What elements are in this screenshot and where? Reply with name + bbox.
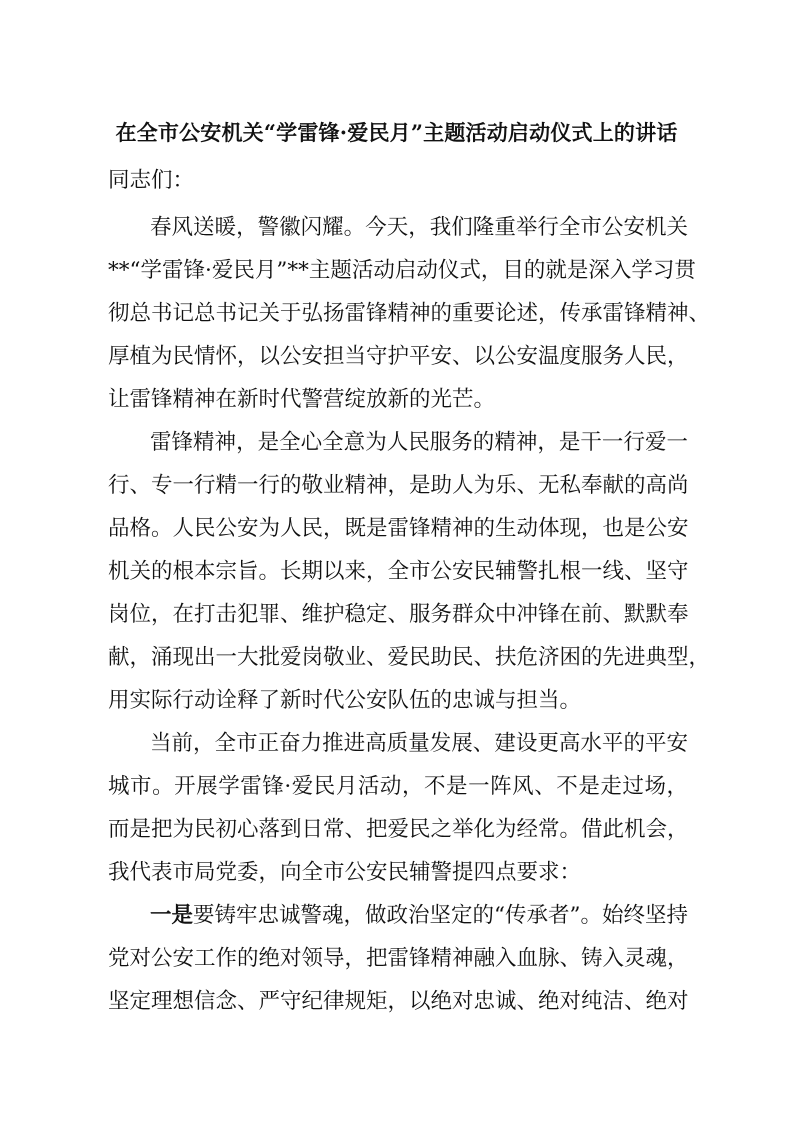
paragraph-1-line-5: 让雷锋精神在新时代警营绽放新的光芒。 <box>108 387 496 412</box>
paragraph-2-line-4: 机关的根本宗旨。长期以来，全市公安民辅警扎根一线、坚守 <box>108 559 689 584</box>
paragraph-4-line-1-text: 要铸牢忠诚警魂，做政治坚定的“传承者”。始终坚持 <box>193 903 689 928</box>
paragraph-4-line-3: 坚定理想信念、严守纪律规矩，以绝对忠诚、绝对纯洁、绝对 <box>108 989 689 1014</box>
paragraph-1-line-1: 春风送暖，警徽闪耀。今天，我们隆重举行全市公安机关 <box>150 215 688 240</box>
paragraph-3-line-2: 城市。开展学雷锋·爱民月活动，不是一阵风、不是走过场， <box>108 774 688 799</box>
paragraph-2-line-1: 雷锋精神，是全心全意为人民服务的精神，是干一行爱一 <box>150 430 688 455</box>
paragraph-4-lead: 一是 <box>150 903 194 928</box>
paragraph-3-line-3: 而是把为民初心落到日常、把爱民之举化为经常。借此机会， <box>108 817 689 842</box>
paragraph-1-line-4: 厚植为民情怀，以公安担当守护平安、以公安温度服务人民， <box>108 344 689 369</box>
paragraph-2-line-7: 用实际行动诠释了新时代公安队伍的忠诚与担当。 <box>108 688 582 713</box>
paragraph-3-line-1: 当前，全市正奋力推进高质量发展、建设更高水平的平安 <box>150 731 688 756</box>
salutation: 同志们： <box>108 168 195 193</box>
paragraph-2-line-3: 品格。人民公安为人民，既是雷锋精神的生动体现，也是公安 <box>108 516 689 541</box>
paragraph-1-line-2: **“学雷锋·爱民月”**主题活动启动仪式，目的就是深入学习贯 <box>108 258 696 283</box>
paragraph-4-line-1 <box>150 901 688 931</box>
paragraph-2-line-2: 行、专一行精一行的敬业精神，是助人为乐、无私奉献的高尚 <box>108 473 689 498</box>
paragraph-2-line-6: 献，涌现出一大批爱岗敬业、爱民助民、扶危济困的先进典型， <box>108 645 711 670</box>
speech-title: 在全市公安机关“学雷锋·爱民月”主题活动启动仪式上的讲话 <box>115 120 678 145</box>
paragraph-3-line-4: 我代表市局党委，向全市公安民辅警提四点要求： <box>108 860 582 885</box>
paragraph-4-line-2: 党对公安工作的绝对领导，把雷锋精神融入血脉、铸入灵魂， <box>108 946 689 971</box>
paragraph-2-line-5: 岗位，在打击犯罪、维护稳定、服务群众中冲锋在前、默默奉 <box>108 602 689 627</box>
paragraph-1-line-3: 彻总书记总书记关于弘扬雷锋精神的重要论述，传承雷锋精神、 <box>108 301 711 326</box>
